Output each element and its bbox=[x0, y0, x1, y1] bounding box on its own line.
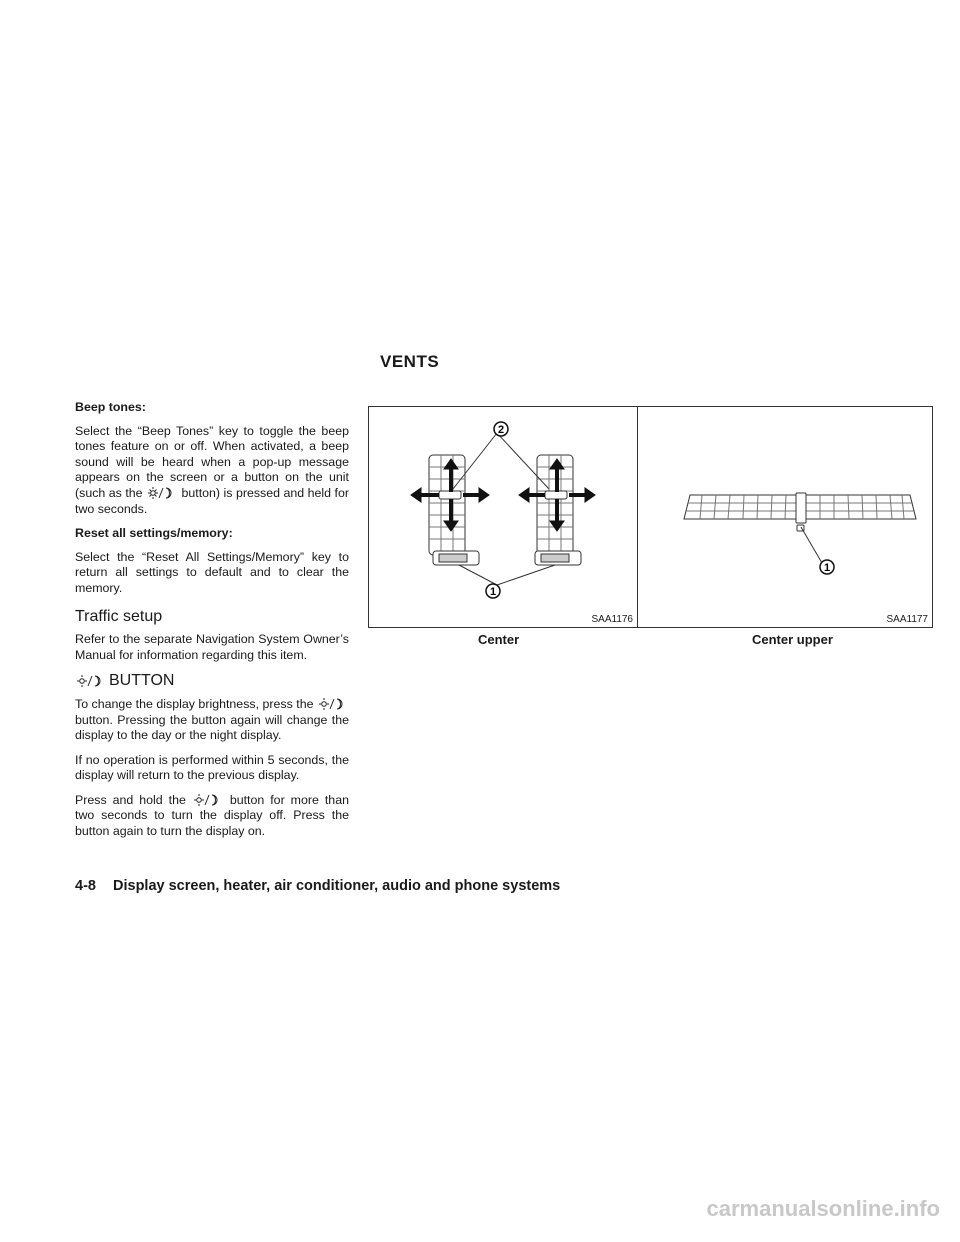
sun-moon-icon bbox=[319, 697, 347, 711]
page-number: 4-8 bbox=[75, 878, 96, 894]
sun-moon-icon bbox=[194, 793, 222, 807]
left-column bbox=[75, 400, 349, 849]
figure-caption-center: Center bbox=[478, 632, 520, 647]
figure-code: SAA1177 bbox=[886, 614, 928, 625]
traffic-text: Refer to the separate Navigation System Owner’s Manual for information regarding this item. bbox=[75, 632, 349, 662]
button-p1: To change the display brightness, press the button. Pressing the button again will change the display to the day or the night display. bbox=[75, 696, 349, 743]
figure-center-vents bbox=[368, 406, 638, 628]
button-heading: BUTTON bbox=[75, 673, 349, 689]
reset-title: Reset all settings/memory: bbox=[75, 526, 233, 541]
reset-text: Select the “Reset All Settings/Memory” key to return all settings to default and to clear the memory. bbox=[75, 549, 349, 595]
beep-title: Beep tones: bbox=[75, 400, 146, 414]
button-p3: Press and hold the button for more than two seconds to turn the display off. Press the button again to turn the display on. bbox=[75, 792, 349, 839]
center-vents-illustration bbox=[369, 407, 637, 627]
chapter-title: Display screen, heater, air conditioner, audio and phone systems bbox=[113, 878, 561, 894]
figure-center-upper-vents bbox=[637, 406, 933, 628]
callout-1: 1 bbox=[823, 562, 831, 574]
callout-2: 2 bbox=[497, 424, 505, 436]
section-heading: VENTS bbox=[380, 352, 440, 371]
traffic-heading: Traffic setup bbox=[75, 607, 163, 625]
sun-moon-icon bbox=[77, 674, 105, 688]
callout-1: 1 bbox=[489, 586, 497, 598]
figure-code: SAA1176 bbox=[591, 614, 633, 625]
sun-moon-icon bbox=[148, 486, 176, 500]
center-upper-vents-illustration bbox=[638, 407, 932, 627]
beep-text: Select the “Beep Tones” key to toggle the beep tones feature on or off. When activated, a beep sound will be heard when a pop-up message appears on the screen or a button on the unit (such as the button) is pressed and held for two seconds. bbox=[75, 423, 349, 516]
figure-caption-center-upper: Center upper bbox=[752, 632, 833, 647]
button-p2: If no operation is performed within 5 seconds, the display will return to the previous display. bbox=[75, 752, 349, 783]
watermark: carmanualsonline.info bbox=[706, 1196, 940, 1221]
